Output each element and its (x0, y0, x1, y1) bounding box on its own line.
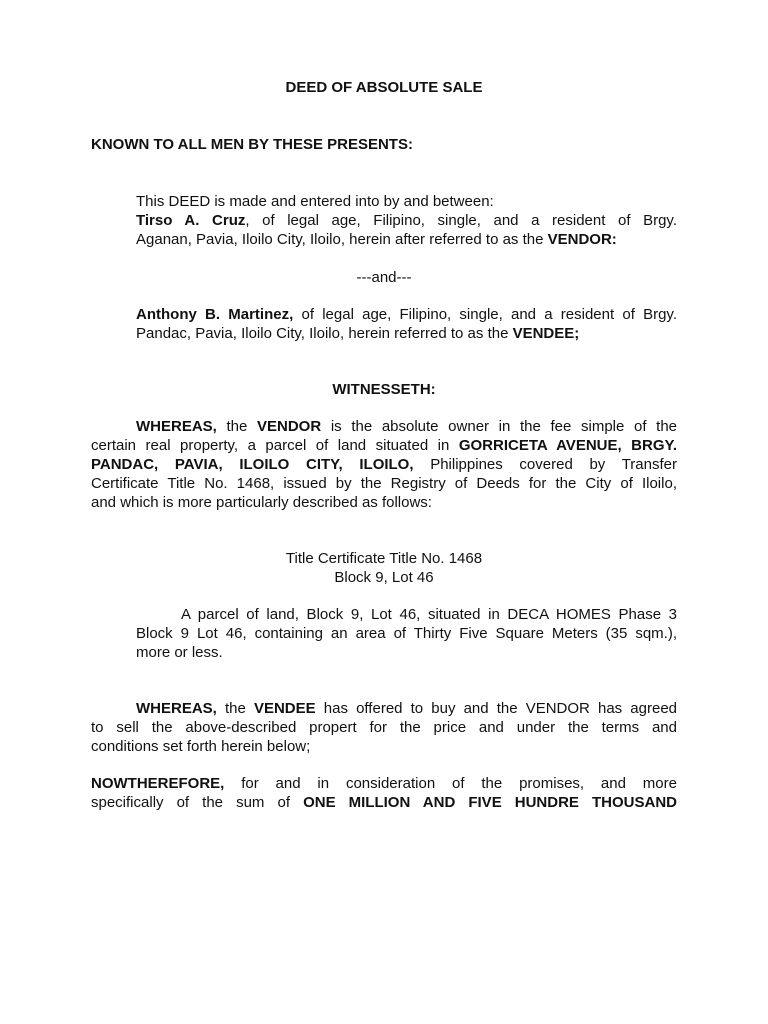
vendee-line-2: Pandac, Pavia, Iloilo City, Iloilo, herein referred to as the VENDEE; (136, 325, 580, 342)
deed-title: DEED OF ABSOLUTE SALE (285, 79, 483, 96)
whereas2-line-2: to sell the above-described propert for the price and under the terms and (91, 719, 677, 736)
parcel-line-1: A parcel of land, Block 9, Lot 46, situated in DECA HOMES Phase 3 (181, 606, 677, 623)
whereas2-line-3: conditions set forth herein below; (91, 738, 311, 755)
witnesseth-heading: WITNESSETH: (332, 381, 436, 398)
whereas1-line-5: and which is more particularly described as follows: (91, 494, 432, 511)
block-lot: Block 9, Lot 46 (334, 569, 434, 586)
vendor-line-1: Tirso A. Cruz, of legal age, Filipino, single, and a resident of Brgy. (136, 212, 677, 229)
and-separator: ---and--- (356, 269, 412, 286)
intro-line: This DEED is made and entered into by and between: (136, 193, 494, 210)
whereas1-line-2: certain real property, a parcel of land situated in GORRICETA AVENUE, BRGY. (91, 437, 677, 454)
now-line-1: NOWTHEREFORE, for and in consideration of the promises, and more (91, 775, 677, 792)
whereas1-line-3: PANDAC, PAVIA, ILOILO CITY, ILOILO, Philippines covered by Transfer (91, 456, 677, 473)
known-heading: KNOWN TO ALL MEN BY THESE PRESENTS: (91, 136, 413, 153)
vendee-line-1: Anthony B. Martinez, of legal age, Filipino, single, and a resident of Brgy. (136, 306, 677, 323)
whereas2-line-1: WHEREAS, the VENDEE has offered to buy and the VENDOR has agreed (136, 700, 678, 717)
title-certificate: Title Certificate Title No. 1468 (285, 550, 483, 567)
parcel-line-3: more or less. (136, 644, 223, 661)
whereas1-line-1: WHEREAS, the VENDOR is the absolute owner in the fee simple of the (136, 418, 678, 435)
parcel-line-2: Block 9 Lot 46, containing an area of Thirty Five Square Meters (35 sqm.), (136, 625, 677, 642)
vendor-line-2: Aganan, Pavia, Iloilo City, Iloilo, herein after referred to as the VENDOR: (136, 231, 617, 248)
now-line-2: specifically of the sum of ONE MILLION AND FIVE HUNDRE THOUSAND (91, 794, 677, 811)
whereas1-line-4: Certificate Title No. 1468, issued by the Registry of Deeds for the City of Iloilo, (91, 475, 677, 492)
